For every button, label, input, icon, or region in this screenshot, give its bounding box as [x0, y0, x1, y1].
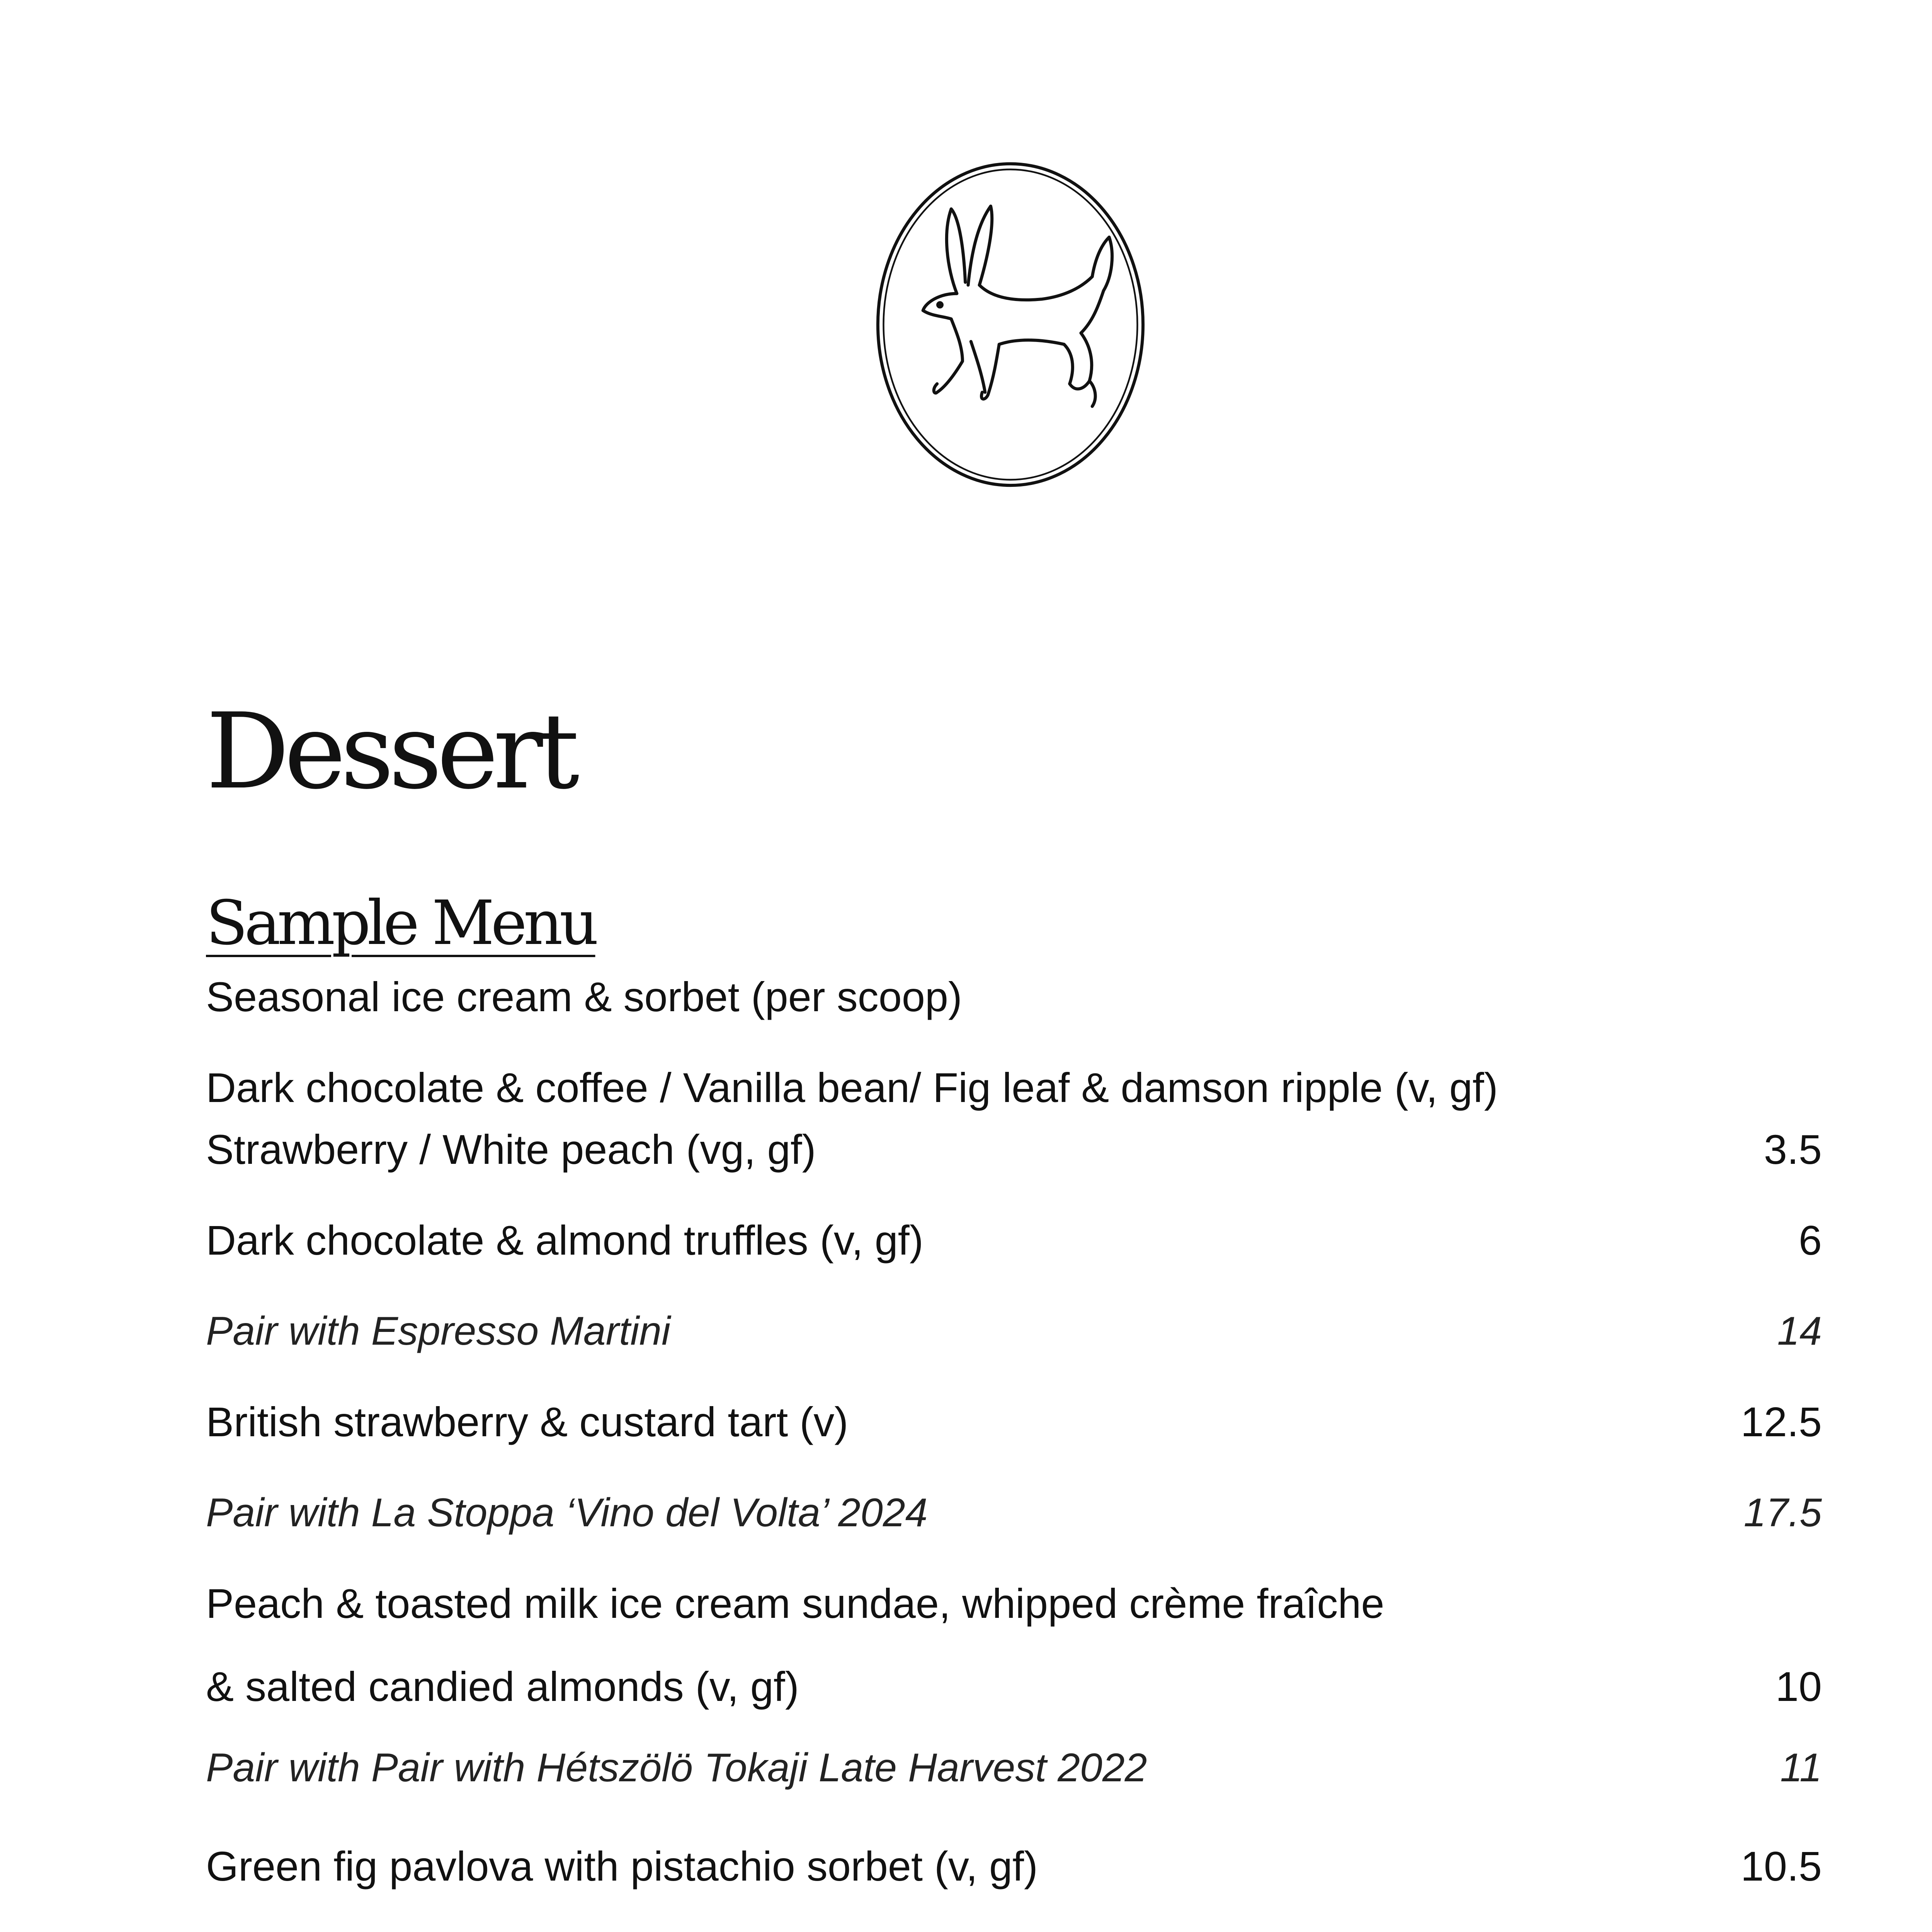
pairing-price: 11: [1780, 1745, 1822, 1790]
menu-item: [206, 1656, 1822, 1718]
pairing-text: Pair with Pair with Hétszölö Tokaji Late Harvest 2022: [206, 1745, 1147, 1790]
menu-item-text: Dark chocolate & coffee / Vanilla bean/ Fig leaf & damson ripple (v, gf): [206, 1064, 1498, 1111]
menu-item-price: 3.5: [1764, 1126, 1822, 1173]
menu-item-text: Peach & toasted milk ice cream sundae, whipped crème fraîche: [206, 1580, 1384, 1627]
menu-item-text: British strawberry & custard tart (v): [206, 1398, 849, 1445]
hare-logo-icon: [869, 155, 1151, 495]
pairing-text: Pair with La Stoppa ‘Vino del Volta’ 2024: [206, 1490, 928, 1535]
menu-item: [206, 1119, 1822, 1180]
menu-item-text: Dark chocolate & almond truffles (v, gf): [206, 1217, 923, 1264]
menu-intro: [206, 966, 1822, 1028]
menu-item-text: Strawberry / White peach (vg, gf): [206, 1126, 816, 1173]
menu-item-price: 12.5: [1740, 1398, 1822, 1445]
pairing-item: [206, 1737, 1822, 1799]
pairing-text: [206, 1926, 606, 1932]
pairing-item: [206, 1926, 1822, 1932]
menu-item-text: Green fig pavlova with pistachio sorbet (v, gf): [206, 1843, 1038, 1889]
menu-item-text: & salted candied almonds (v, gf): [206, 1663, 799, 1710]
menu-item: [206, 1391, 1822, 1453]
menu-item: [206, 1573, 1822, 1634]
pairing-item: [206, 1300, 1822, 1362]
menu-item: [206, 1057, 1822, 1119]
menu-subtitle: Sample Menu: [206, 888, 595, 959]
pairing-price: 14: [1777, 1309, 1822, 1354]
menu-intro-text: Seasonal ice cream & sorbet (per scoop): [206, 973, 962, 1020]
pairing-text: Pair with Espresso Martini: [206, 1309, 671, 1354]
menu-item-price: 6: [1798, 1217, 1822, 1264]
pairing-price: [1777, 1926, 1822, 1932]
menu-item: [206, 1835, 1822, 1897]
menu-item-price: 10: [1775, 1663, 1822, 1710]
menu-title: Dessert: [206, 690, 574, 812]
menu-item-price: 10.5: [1740, 1843, 1822, 1889]
menu-item: [206, 1209, 1822, 1271]
pairing-price: 17.5: [1743, 1490, 1822, 1535]
pairing-item: [206, 1482, 1822, 1544]
